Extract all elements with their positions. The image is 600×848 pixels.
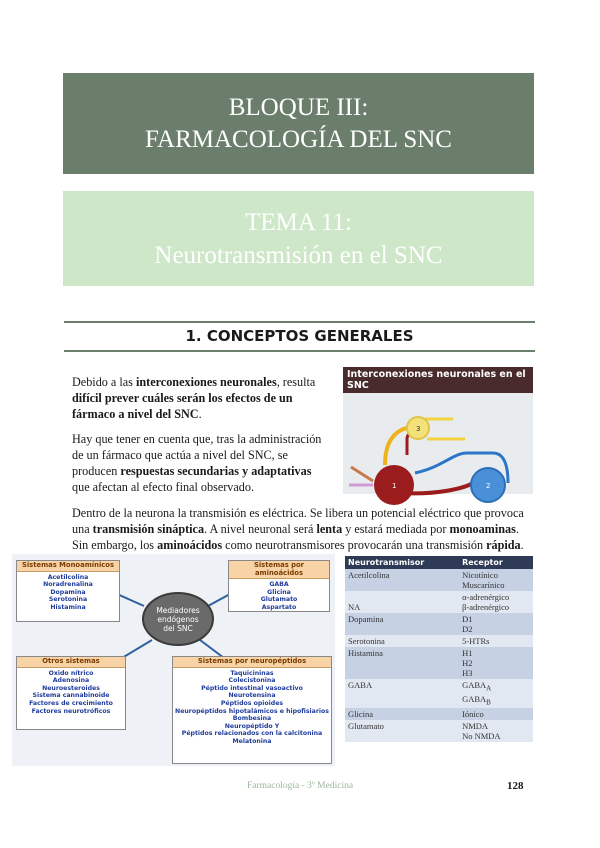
figure-interconexiones-title: Interconexiones neuronales en el SNC	[343, 367, 533, 393]
table-row: Glutamato NMDA No NMDA	[345, 720, 533, 742]
table-row: GABA $GABA_A$ $GABA_B$	[345, 679, 533, 708]
box-aminoacidos: Sistemas por aminoácidos GABA Glicina Glutamato Aspartato	[228, 560, 330, 612]
neurotransmitter-table	[345, 556, 533, 742]
neuron-label-1: 1	[392, 482, 397, 490]
box-neuropeptidos: Sistemas por neuropéptidos Taquicininas Colecistonina Péptido intestinal vasoactivo Neurotensina Péptidos opioides Neuropéptidos hipotalámicos e hipofisiarios Bombesina Neuropéptido Y Péptidos relacionados con la calcitonina Melatonina	[172, 656, 332, 764]
table-header-receptor: Receptor	[459, 556, 533, 569]
block-title-banner	[63, 73, 534, 174]
table-row: Serotonina 5-HTRs	[345, 635, 533, 647]
box-otros-sistemas: Otros sistemas Oxido nítrico Adenosina Neuroesteroides Sistema cannabinoide Factores de crecimiento Factores neurotróficos	[16, 656, 126, 730]
paragraph-interconexiones: Debido a las interconexiones neuronales, resulta difícil prever cuáles serán los efectos de un fármaco a nivel del SNC.	[72, 375, 316, 421]
box-monoaminas: Sistemas Monoamínicos Acetilcolina Noradrenalina Dopamina Serotonina Histamina	[16, 560, 120, 622]
block-title-line1: BLOQUE III:	[228, 93, 369, 121]
block-title-line2: FARMACOLOGÍA DEL SNC	[145, 125, 452, 153]
section-title: 1. CONCEPTOS GENERALES	[185, 327, 414, 345]
neuron-diagram	[343, 393, 533, 505]
table-row: Dopamina D1 D2	[345, 613, 533, 635]
paragraph-transmision: Dentro de la neurona la transmisión es eléctrica. Se libera un potencial eléctrico que provoca una transmisión sináptica. A nivel neuronal será lenta y estará mediada por monoaminas. Sin embargo, los aminoácidos como neurotransmisores provocarán una transmisión rápida.	[72, 506, 524, 552]
table-row: Glicina Iónico	[345, 708, 533, 720]
section-rule-top	[64, 321, 535, 323]
tema-line1: TEMA 11:	[245, 208, 352, 236]
table-row: Histamina H1 H2 H3	[345, 647, 533, 679]
tema-line2: Neurotransmisión en el SNC	[154, 241, 443, 269]
page-footer: Farmacología - 3º Medicina	[246, 781, 354, 791]
table-row: Acetilcolina Nicotínico Muscarínico	[345, 569, 533, 591]
paragraph-respuestas: Hay que tener en cuenta que, tras la administración de un fármaco que actúa a nivel del SNC, se producen respuestas secundarias y adaptativas que afectan al efecto final observado.	[72, 432, 322, 494]
section-rule-bottom	[64, 350, 535, 352]
neuron-label-2: 2	[486, 482, 491, 490]
table-row: NA α-adrenérgico β-adrenérgico	[345, 591, 533, 613]
neuron-label-3: 3	[416, 425, 421, 433]
mediadores-center: Mediadores endógenos del SNC	[142, 592, 214, 646]
figure-interconexiones	[343, 367, 533, 494]
tema-banner	[63, 191, 534, 286]
figure-mediadores	[12, 554, 335, 766]
page-number: 128	[507, 780, 524, 792]
table-header-row	[345, 556, 533, 569]
table-header-neurotransmisor: Neurotransmisor	[345, 556, 459, 569]
